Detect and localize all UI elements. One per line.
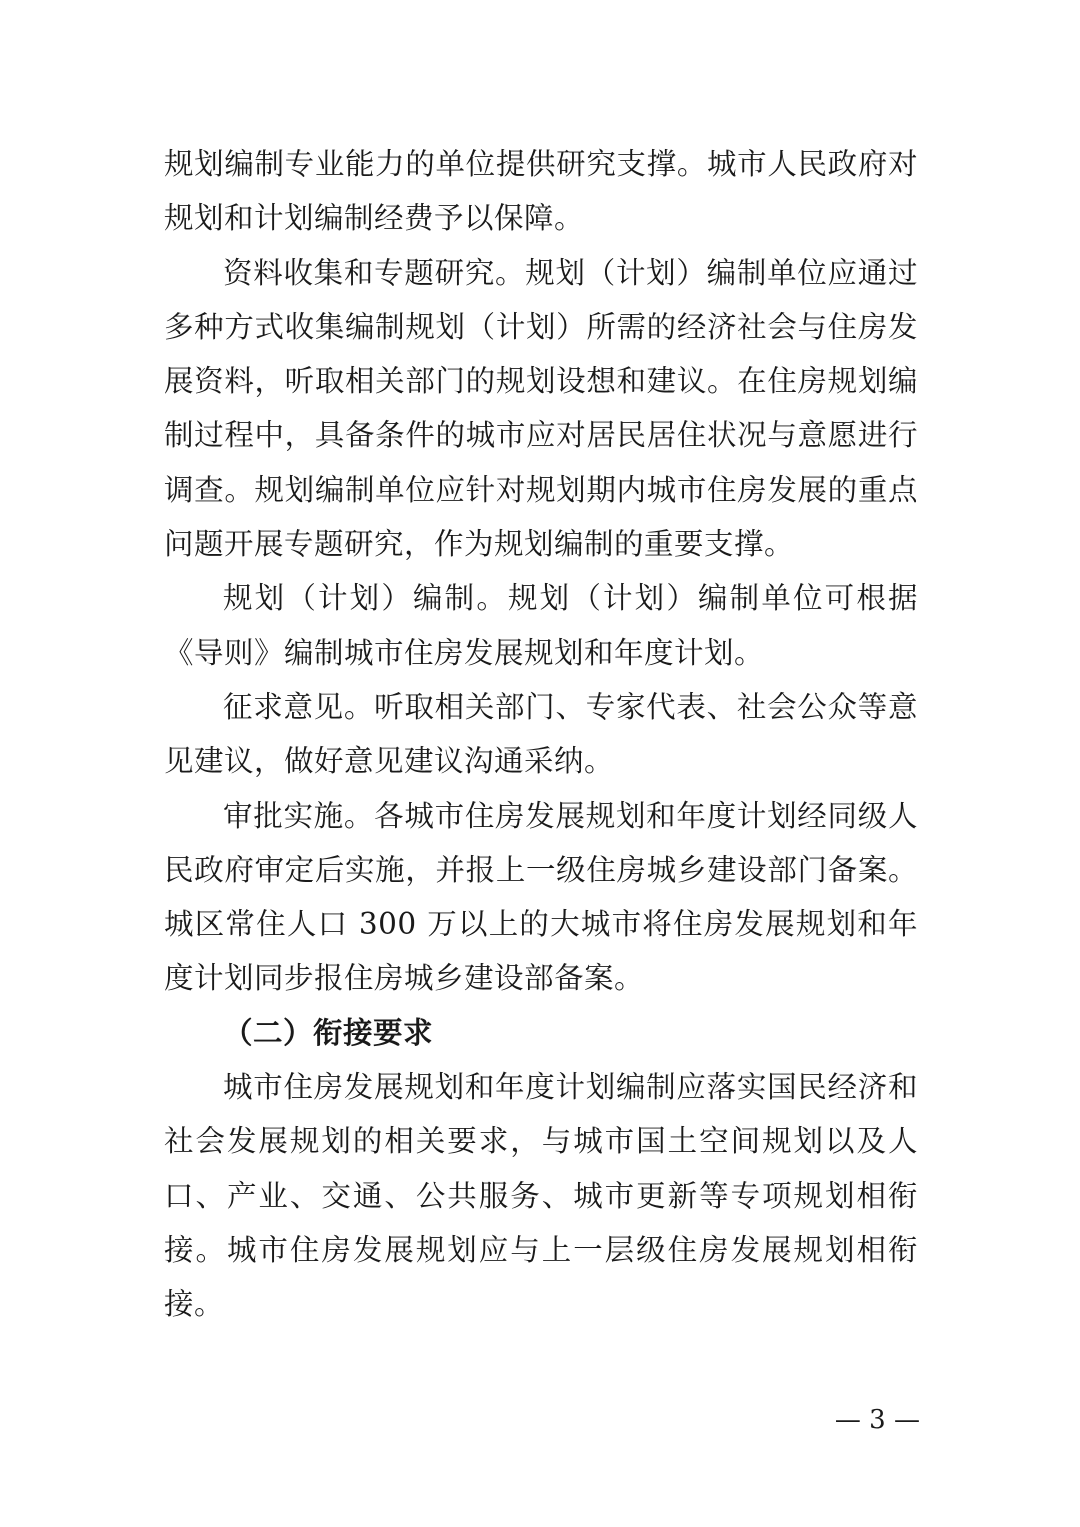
document-body [164, 137, 918, 1332]
paragraph-data-collection: 资料收集和专题研究。规划（计划）编制单位应通过多种方式收集编制规划（计划）所需的经济社会与住房发展资料，听取相关部门的规划设想和建议。在住房规划编制过程中，具备条件的城市应对居民居住状况与意愿进行调查。规划编制单位应针对规划期内城市住房发展的重点问题开展专题研究，作为规划编制的重要支撑。 [164, 255, 918, 562]
paragraph-funding: 规划编制专业能力的单位提供研究支撑。城市人民政府对规划和计划编制经费予以保障。 [164, 147, 918, 236]
page-number: — 3 — [834, 1405, 920, 1435]
paragraph-connection-requirements: 城市住房发展规划和年度计划编制应落实国民经济和社会发展规划的相关要求，与城市国土空间规划以及人口、产业、交通、公共服务、城市更新等专项规划相衔接。城市住房发展规划应与上一层级住房发展规划相衔接。 [164, 1070, 918, 1322]
paragraph-approval: 审批实施。各城市住房发展规划和年度计划经同级人民政府审定后实施，并报上一级住房城乡建设部门备案。城区常住人口 300 万以上的大城市将住房发展规划和年度计划同步报住房城乡建设部备案。 [164, 798, 918, 996]
paragraph-plan-compilation: 规划（计划）编制。规划（计划）编制单位可根据《导则》编制城市住房发展规划和年度计划。 [164, 581, 918, 670]
paragraph-solicit-opinions: 征求意见。听取相关部门、专家代表、社会公众等意见建议，做好意见建议沟通采纳。 [164, 689, 918, 779]
section-heading: （二）衔接要求 [223, 1014, 434, 1050]
